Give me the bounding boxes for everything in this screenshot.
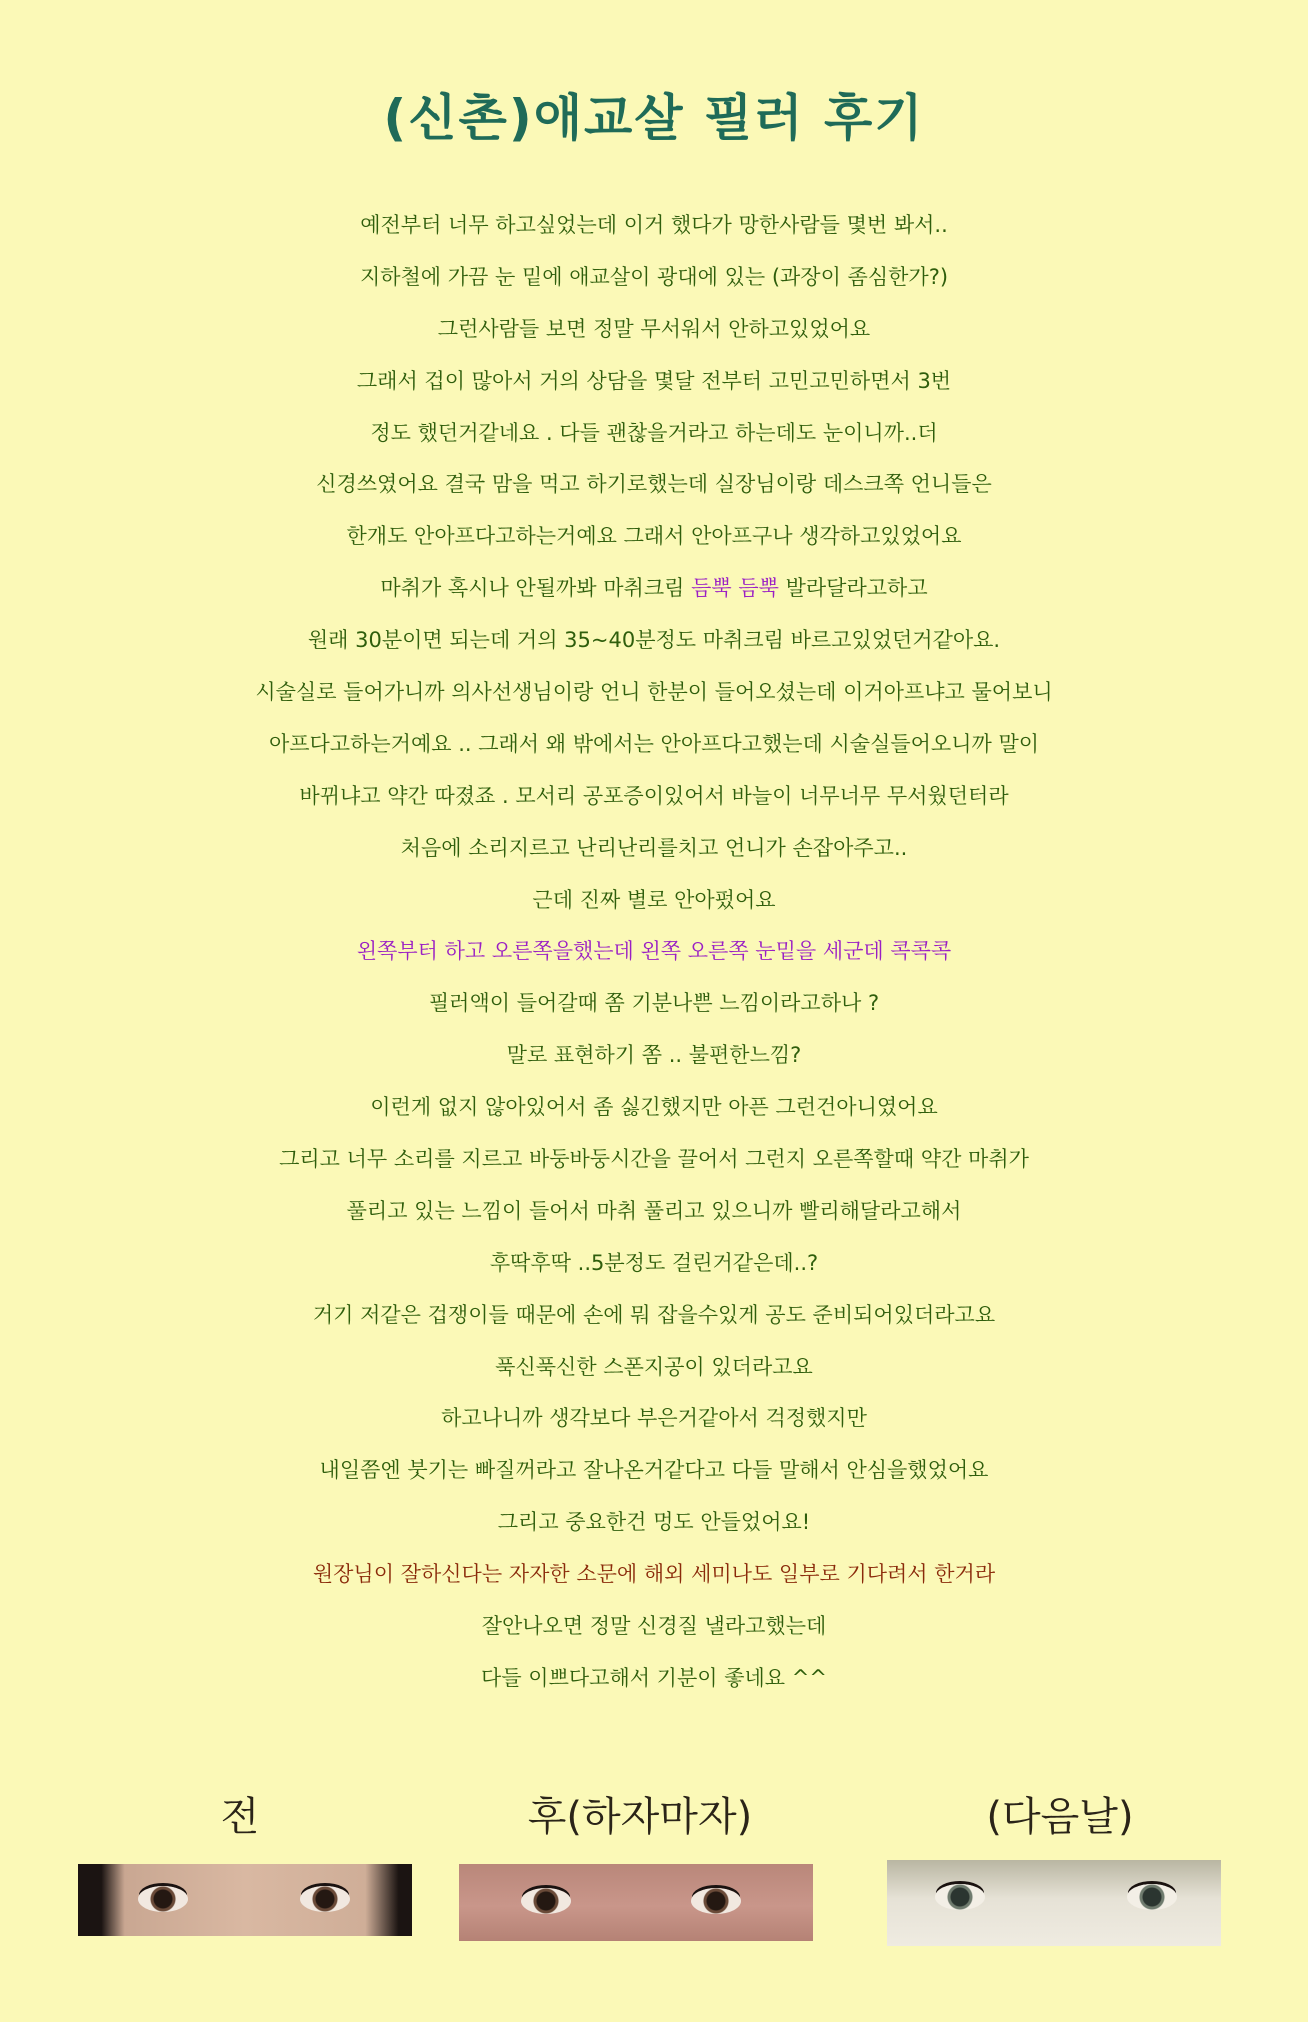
review-line: 그리고 중요한건 멍도 안들었어요!	[497, 1510, 811, 1535]
review-line: 다들 이쁘다고해서 기분이 좋네요 ^^	[481, 1665, 827, 1690]
review-line: 말로 표현하기 쫌 .. 불편한느낌?	[506, 1043, 802, 1068]
review-line: 정도 했던거같네요 . 다들 괜찮을거라고 하는데도 눈이니까..더	[370, 420, 938, 445]
review-line: 후딱후딱 ..5분정도 걸린거같은데..?	[489, 1250, 819, 1275]
before-label: 전	[220, 1794, 260, 1840]
review-line: 처음에 소리지르고 난리난리를치고 언니가 손잡아주고..	[400, 835, 908, 860]
review-line: 아프다고하는거예요 .. 그래서 왜 밖에서는 안아프다고했는데 시술실들어오니까 말이	[268, 731, 1040, 756]
review-line	[0, 568, 1308, 620]
review-line: 그런사람들 보면 정말 무서워서 안하고있었어요	[437, 316, 871, 341]
review-line: 하고나니까 생각보다 부은거같아서 걱정했지만	[441, 1406, 867, 1431]
review-line: 거기 저같은 겁쟁이들 때문에 손에 뭐 잡을수있게 공도 준비되어있더라고요	[312, 1302, 996, 1327]
review-line: 근데 진짜 별로 안아펐어요	[532, 887, 776, 912]
right-eye-image	[300, 1886, 350, 1912]
review-line: 내일쯤엔 붓기는 빠질꺼라고 잘나온거같다고 다들 말해서 안심을했었어요	[319, 1458, 989, 1483]
review-line: 예전부터 너무 하고싶었는데 이거 했다가 망한사람들 몇번 봐서..	[360, 213, 948, 237]
review-line: 원래 30분이면 되는데 거의 35~40분정도 마취크림 바르고있었던거같아요.	[307, 628, 1001, 653]
review-line: 그리고 너무 소리를 지르고 바둥바둥시간을 끌어서 그런지 오른쪽할때 약간 마취가	[279, 1147, 1029, 1172]
review-line: 이런게 없지 않아있어서 좀 싫긴했지만 아픈 그런건아니였어요	[370, 1095, 938, 1120]
review-line: 그래서 겁이 많아서 거의 상담을 몇달 전부터 고민고민하면서 3번	[356, 368, 952, 393]
review-line: 신경쓰였어요 결국 맘을 먹고 하기로했는데 실장님이랑 데스크쪽 언니들은	[316, 472, 992, 497]
after-label: 후(하자마자)	[527, 1794, 753, 1840]
review-line-highlight: 왼쪽부터 하고 오른쪽을했는데 왼쪽 오른쪽 눈밑을 세군데 콕콕콕	[356, 939, 952, 964]
page-title: (신촌)애교살 필러 후기	[383, 89, 925, 147]
left-eye-image	[521, 1888, 571, 1914]
review-body	[0, 205, 1308, 1710]
review-line: 지하철에 가끔 눈 밑에 애교살이 광대에 있는 (과장이 좀심한가?)	[359, 264, 949, 289]
next-day-photo	[887, 1860, 1221, 1946]
review-line: 한개도 안아프다고하는거예요 그래서 안아프구나 생각하고있었어요	[346, 524, 962, 549]
left-eye-image	[935, 1884, 985, 1910]
review-line-emphasis: 원장님이 잘하신다는 자자한 소문에 해외 세미나도 일부로 기다려서 한거라	[312, 1562, 996, 1587]
right-eye-image	[691, 1888, 741, 1914]
photo-labels	[0, 1785, 1308, 1845]
review-line-text: 발라달라고하고	[778, 576, 928, 601]
review-line-text: 마취가 혹시나 안될까봐 마취크림	[380, 576, 692, 601]
after-photo	[459, 1864, 813, 1941]
left-eye-image	[138, 1886, 188, 1912]
review-line: 잘안나오면 정말 신경질 낼라고했는데	[481, 1614, 827, 1639]
before-photo	[78, 1864, 412, 1936]
next-day-label: (다음날)	[986, 1794, 1134, 1840]
review-line: 풀리고 있는 느낌이 들어서 마취 풀리고 있으니까 빨리해달라고해서	[346, 1198, 962, 1223]
review-line: 바뀌냐고 약간 따졌죠 . 모서리 공포증이있어서 바늘이 너무너무 무서웠던터라	[299, 783, 1009, 808]
review-line: 푹신푹신한 스폰지공이 있더라고요	[495, 1354, 813, 1379]
highlight-text: 듬뿍 듬뿍	[691, 576, 779, 601]
review-line: 필러액이 들어갈때 쫌 기분나쁜 느낌이라고하나 ?	[428, 991, 880, 1016]
review-line: 시술실로 들어가니까 의사선생님이랑 언니 한분이 들어오셨는데 이거아프냐고 물어보니	[255, 680, 1053, 705]
right-eye-image	[1127, 1884, 1177, 1910]
